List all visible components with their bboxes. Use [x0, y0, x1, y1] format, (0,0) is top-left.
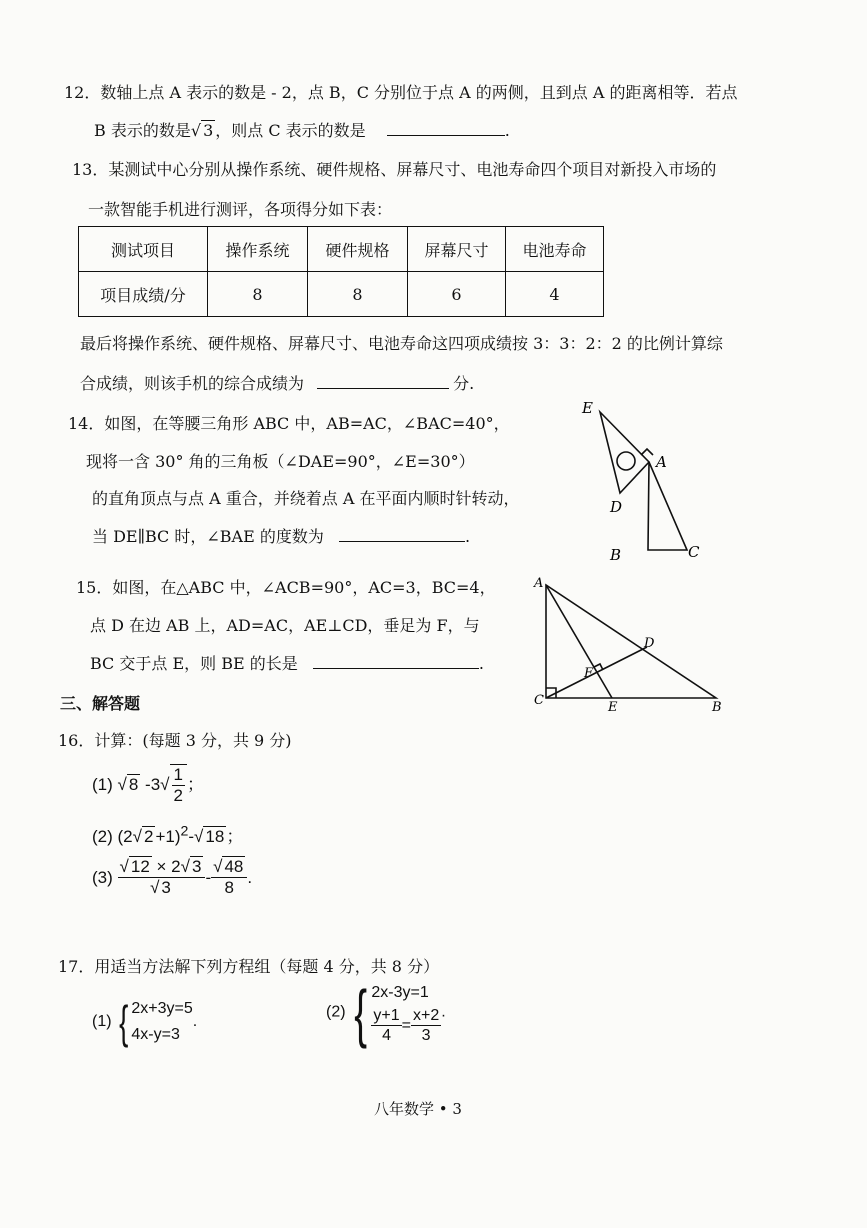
table-cell: 电池寿命	[506, 227, 604, 272]
label-B: B	[610, 546, 622, 564]
q17-p1-system	[131, 996, 192, 1048]
triangle-abc-right	[546, 585, 716, 698]
q16-p3-numerator1: √ 12 × 2√ 3	[118, 857, 206, 878]
q16-p3-fraction1	[118, 857, 206, 899]
q16-p2-end: ；	[226, 827, 244, 846]
label-E: E	[582, 399, 593, 417]
q12-line2: B 表示的数是√ 3 ，则点 C 表示的数是 .	[94, 121, 510, 140]
q17-p2-denominator2: 3	[421, 1027, 431, 1045]
table-cell: 6	[408, 272, 506, 317]
q17-p1-eq1: 2x+3y=5	[131, 1000, 193, 1017]
q15-line3-pre: BC 交于点 E，则 BE 的长是	[90, 654, 298, 673]
q15-answer-blank[interactable]	[313, 654, 479, 669]
q13-line4-post: 分.	[453, 374, 475, 393]
section-heading: 三、解答题	[60, 694, 141, 713]
q16-p3-label: (3)	[92, 867, 113, 887]
q15-figure	[528, 575, 728, 715]
set-square-hole	[617, 452, 635, 470]
q12-answer-blank[interactable]	[387, 121, 505, 136]
q16-p2-radicand1: 2	[143, 827, 154, 846]
page-footer: 八年数学 • 3	[374, 1100, 462, 1118]
q17-p2-fraction2	[411, 1006, 441, 1045]
q16-p2-mid: +1)	[155, 827, 181, 846]
q17-p2-end: .	[441, 1003, 446, 1021]
q16-p1-denominator: 2	[173, 786, 183, 806]
q16-p3-fraction2	[211, 857, 247, 899]
label-C: C	[534, 693, 544, 708]
table-cell: 8	[208, 272, 308, 317]
q14-line4	[92, 524, 470, 547]
q15-line3	[90, 651, 484, 674]
q13-line1: 13．某测试中心分别从操作系统、硬件规格、屏幕尺寸、电池寿命四个项目对新投入市场的	[72, 160, 717, 179]
q13-line4	[80, 371, 474, 394]
q16-p1-coef: -3	[145, 774, 161, 794]
table-cell: 硬件规格	[308, 227, 408, 272]
q14-line2: 现将一含 30° 角的三角板（∠DAE=90°，∠E=30°）	[86, 452, 475, 471]
q12-line1: 12．数轴上点 A 表示的数是 - 2，点 B，C 分别位于点 A 的两侧，且到点 A 的距离相等．若点	[64, 83, 738, 102]
label-C: C	[688, 543, 700, 561]
table-cell: 4	[506, 272, 604, 317]
q16-p2-label: (2)	[92, 827, 113, 846]
q13-line3: 最后将操作系统、硬件规格、屏幕尺寸、电池寿命这四项成绩按 3：3：2：2 的比例计算综	[80, 334, 723, 353]
q17-p2-equals: =	[401, 1016, 411, 1034]
table-header-row	[79, 227, 604, 272]
q17-p2-fraction1	[371, 1006, 401, 1045]
q16-p3-numerator2: √ 48	[211, 857, 247, 878]
q16-p3-minus: -	[205, 867, 212, 887]
q12-line2-post: ，则点 C 表示的数是	[215, 121, 366, 140]
q16-p1-end: ；	[186, 774, 204, 794]
q16-p3-radicand3: 3	[161, 878, 171, 898]
q14-line4-pre: 当 DE∥BC 时，∠BAE 的度数为	[92, 527, 324, 546]
triangle-abc	[648, 462, 687, 550]
q17-p2-label: (2)	[326, 1003, 346, 1021]
q17-part1	[92, 996, 197, 1048]
score-table	[78, 226, 604, 317]
q16-p3-end: .	[247, 867, 253, 887]
label-D: D	[610, 498, 623, 516]
q14-line1: 14．如图，在等腰三角形 ABC 中，AB=AC，∠BAC=40°，	[68, 414, 510, 433]
label-D: D	[644, 636, 655, 651]
q16-p1-radicand: 8	[128, 774, 139, 794]
q17-part2	[326, 976, 446, 1049]
q15-line1: 15．如图，在△ABC 中，∠ACB=90°，AC=3，BC=4，	[76, 578, 496, 597]
q17-p2-eq2	[371, 1006, 441, 1045]
q16-p3-radicand1: 12	[130, 857, 150, 876]
q16-p3-radicand4: 48	[224, 857, 244, 876]
q17-p1-end: .	[192, 1013, 198, 1030]
q16-p2-open: (2	[117, 827, 133, 846]
q16-p2-radicand2: 18	[205, 827, 225, 846]
q16-title: 16．计算：(每题 3 分，共 9 分)	[58, 731, 292, 750]
q17-title: 17．用适当方法解下列方程组（每题 4 分，共 8 分）	[58, 957, 440, 976]
q12-sqrt: 3	[203, 121, 214, 140]
label-F: F	[584, 666, 594, 681]
q15-line2: 点 D 在边 AB 上，AD=AC，AE⊥CD，垂足为 F，与	[90, 616, 480, 635]
label-B: B	[712, 700, 722, 715]
label-A: A	[534, 576, 544, 591]
segment-cd	[546, 647, 647, 698]
label-A: A	[656, 453, 667, 471]
table-cell: 操作系统	[208, 227, 308, 272]
q16-p2-minus: -	[188, 827, 195, 846]
q13-line2: 一款智能手机进行测评，各项得分如下表：	[88, 200, 393, 219]
q16-part1: (1) √ 8 -3√ $\frac{1}{2}$ ；	[92, 765, 204, 806]
q14-end: .	[464, 527, 471, 546]
q16-p3-times: × 2	[156, 857, 181, 876]
q16-part2: (2) (2√ 2 +1)$^2$-√ 18 ；	[92, 823, 244, 846]
q16-p2-exponent: 2	[180, 823, 189, 840]
q12-end: .	[504, 121, 510, 140]
q17-p2-denominator1: 4	[382, 1027, 391, 1045]
q16-p1-fraction	[170, 764, 187, 807]
q14-line3: 的直角顶点与点 A 重合，并绕着点 A 在平面内顺时针转动，	[92, 489, 520, 508]
q16-p1-numerator: 1	[172, 765, 185, 786]
table-cell: 测试项目	[79, 227, 208, 272]
q17-p2-eq1: 2x-3y=1	[371, 984, 429, 1001]
q16-p3-radicand2: 3	[191, 857, 202, 876]
q16-p1-label: (1)	[92, 774, 113, 794]
left-brace-icon: {	[119, 996, 129, 1048]
label-E: E	[608, 700, 618, 715]
q13-line4-pre: 合成绩，则该手机的综合成绩为	[80, 374, 305, 393]
q15-end: .	[478, 654, 484, 673]
q16-p3-denominator2: 8	[224, 878, 234, 898]
table-row	[79, 272, 604, 317]
table-cell: 8	[308, 272, 408, 317]
table-cell: 屏幕尺寸	[408, 227, 506, 272]
table-cell: 项目成绩/分	[79, 272, 208, 317]
q17-p2-numerator2: x+2	[411, 1006, 441, 1026]
q17-p1-label: (1)	[92, 1013, 112, 1030]
q16-p3-denominator1: √ 3	[150, 878, 171, 898]
q17-p1-eq2: 4x-y=3	[131, 1026, 180, 1043]
q16-part3	[92, 857, 252, 899]
left-brace-icon: {	[354, 976, 368, 1049]
q13-answer-blank[interactable]	[317, 374, 449, 389]
q17-p2-numerator1: y+1	[371, 1006, 401, 1026]
q17-p2-system	[371, 980, 441, 1045]
q14-answer-blank[interactable]	[339, 527, 465, 542]
q14-figure	[570, 395, 720, 570]
q12-line2-pre: B 表示的数是	[94, 121, 191, 140]
